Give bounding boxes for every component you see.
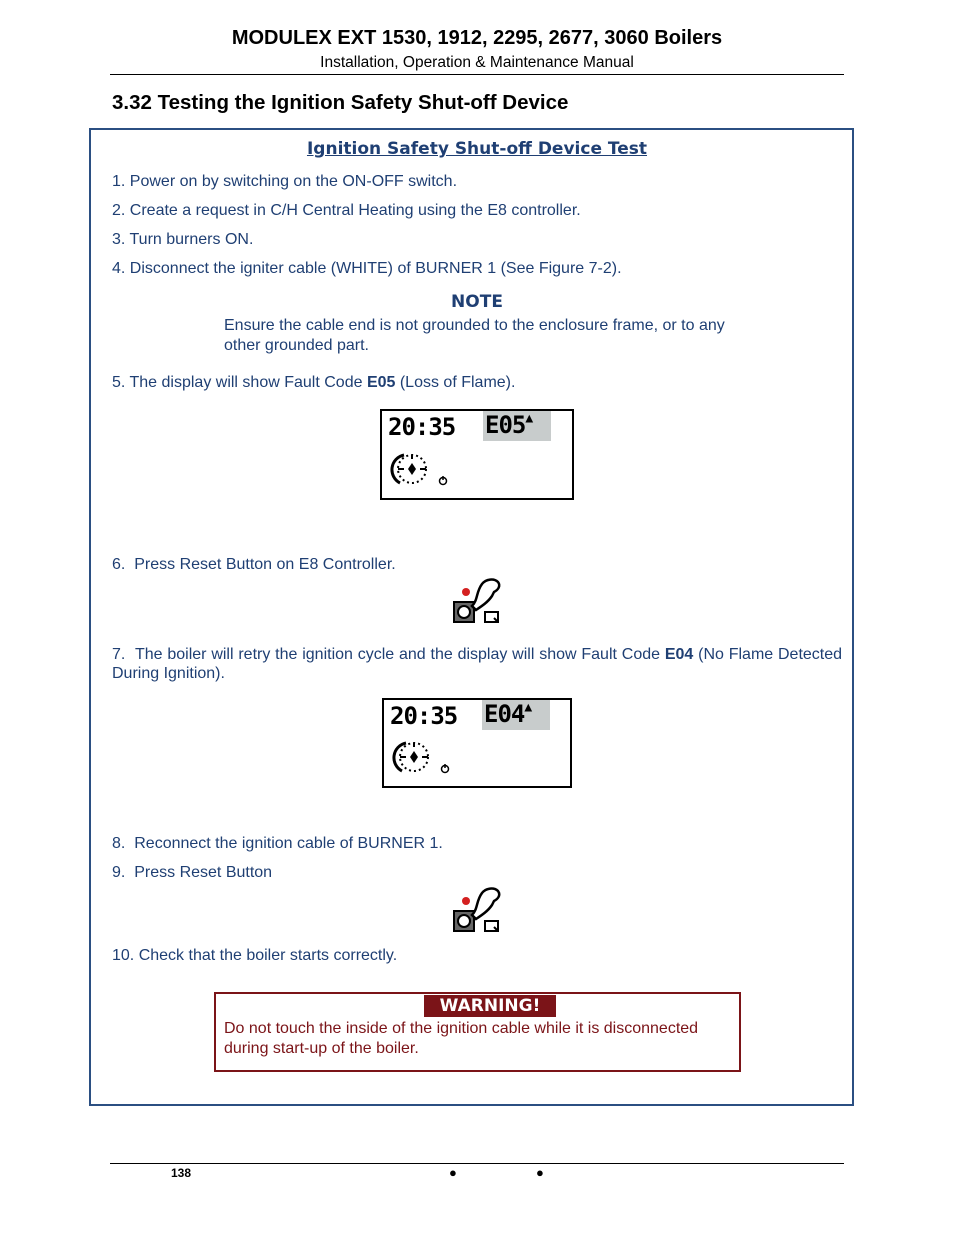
note-heading: NOTE xyxy=(451,292,503,312)
step-7: 7. The boiler will retry the ignition cycle and the display will show Fault Code E04 (No Flame Detected During Ignition). xyxy=(112,646,843,682)
burner-dial-icon xyxy=(390,449,452,491)
step-4: 4. Disconnect the igniter cable (WHITE) of BURNER 1 (See Figure 7-2). xyxy=(112,260,622,277)
footer-bullet: ● xyxy=(536,1165,544,1180)
step-3: 3. Turn burners ON. xyxy=(112,231,254,248)
lcd-time: 20:35 xyxy=(390,702,458,730)
step-2: 2. Create a request in C/H Central Heating using the E8 controller. xyxy=(112,202,581,219)
burner-dial-icon xyxy=(392,737,454,779)
lcd-fault-code: E05▲ xyxy=(483,411,551,441)
step-1: 1. Power on by switching on the ON-OFF switch. xyxy=(112,173,458,190)
footer-rule xyxy=(110,1163,844,1164)
lcd-display-e05 xyxy=(380,409,574,500)
document-subtitle: Installation, Operation & Maintenance Manual xyxy=(320,54,634,71)
procedure-title: Ignition Safety Shut-off Device Test xyxy=(306,139,648,159)
warning-triangle-icon: ▲ xyxy=(525,411,533,426)
reset-button-icon xyxy=(452,885,502,933)
header-rule xyxy=(110,74,844,75)
step-8: 8. Reconnect the ignition cable of BURNER 1. xyxy=(112,835,443,852)
page-number: 138 xyxy=(171,1166,192,1180)
warning-heading: WARNING! xyxy=(424,995,556,1017)
warning-triangle-icon: ▲ xyxy=(524,700,532,715)
lcd-display-e04 xyxy=(382,698,572,788)
document-title: MODULEX EXT 1530, 1912, 2295, 2677, 3060 Boilers xyxy=(231,27,723,49)
footer-bullet: ● xyxy=(449,1165,457,1180)
reset-button-icon xyxy=(452,576,502,624)
lcd-fault-code: E04▲ xyxy=(482,700,550,730)
lcd-time: 20:35 xyxy=(388,413,456,441)
step-5: 5. The display will show Fault Code E05 (Loss of Flame). xyxy=(112,374,516,391)
section-title: 3.32 Testing the Ignition Safety Shut-off Device xyxy=(112,91,569,114)
step-6: 6. Press Reset Button on E8 Controller. xyxy=(112,556,396,573)
step-9: 9. Press Reset Button xyxy=(112,864,273,881)
step-10: 10. Check that the boiler starts correctly. xyxy=(112,947,398,964)
warning-text: Do not touch the inside of the ignition cable while it is disconnected during start-up of the boiler. xyxy=(224,1020,699,1057)
note-text: Ensure the cable end is not grounded to the enclosure frame, or to any other grounded part. xyxy=(224,317,725,354)
